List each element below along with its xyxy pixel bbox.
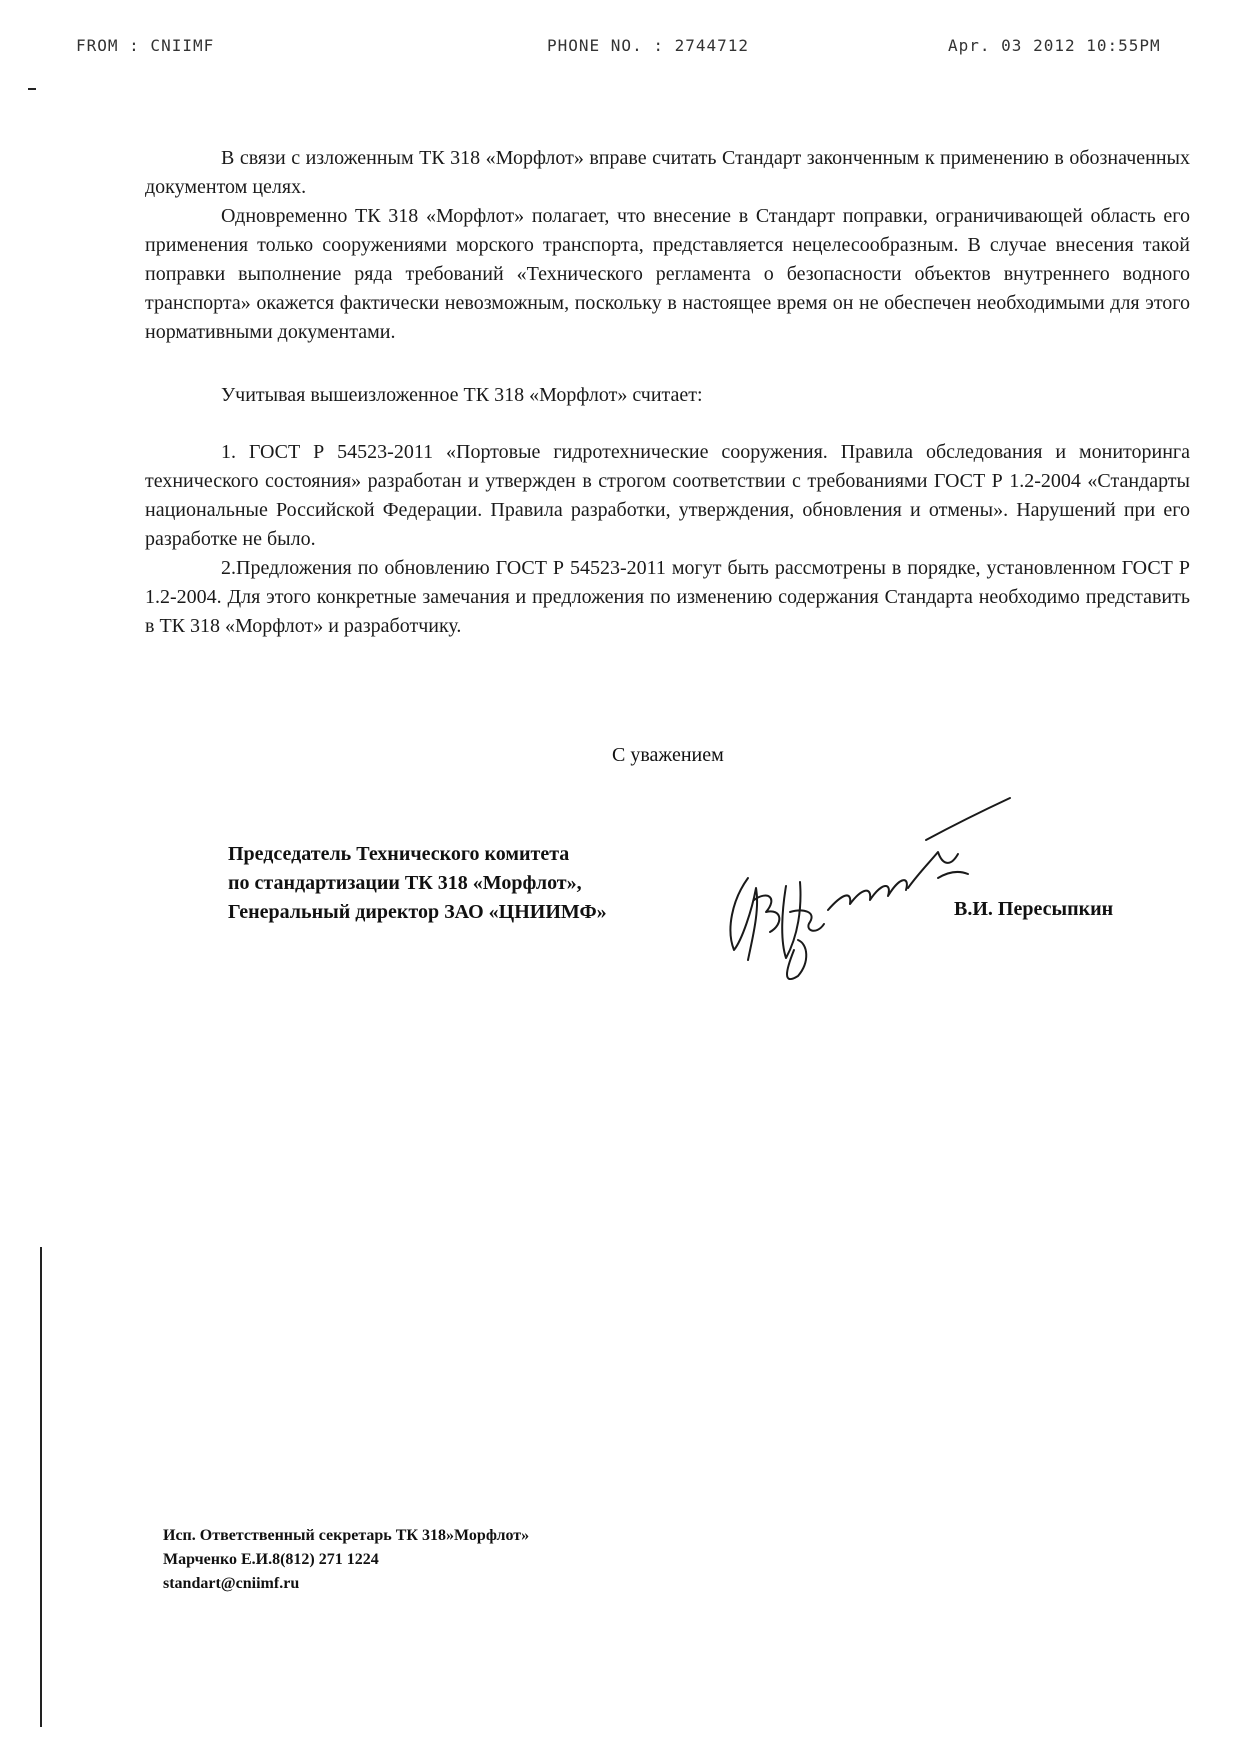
paragraph-amendment: Одновременно ТК 318 «Морфлот» полагает, что внесение в Стандарт поправки, ограничивающей область его применения только сооружениями морского транспорта, представляется нецелесообразным. В случае внесения такой поправки выполнение ряда требований «Технического регламента о безопасности объектов внутреннего водного транспорта» окажется фактически невозможным, поскольку в настоящее время он не обеспечен необходимыми для этого нормативными документами. bbox=[145, 205, 1190, 343]
paragraph-point-1: 1. ГОСТ Р 54523-2011 «Портовые гидротехнические сооружения. Правила обследования и мониторинга технического состояния» разработан и утвержден в строгом соответствии с требованиями ГОСТ Р 1.2-2004 «Стандарты национальные Российской Федерации. Правила разработки, утверждения, обновления и отмены». Нарушений при его разработке не было. bbox=[145, 441, 1190, 550]
handwritten-signature bbox=[712, 790, 1012, 990]
scan-artifact-dash bbox=[28, 88, 36, 90]
letter-body bbox=[145, 144, 1190, 641]
scan-artifact-margin-line bbox=[40, 1247, 42, 1727]
fax-date: Apr. 03 2012 10:55PM bbox=[948, 36, 1161, 55]
executor-block bbox=[163, 1524, 529, 1596]
paragraph-conclusion: В связи с изложенным ТК 318 «Морфлот» вправе считать Стандарт законченным к применению в обозначенных документом целях. bbox=[145, 147, 1190, 198]
paragraph-point-2: 2.Предложения по обновлению ГОСТ Р 54523-2011 могут быть рассмотрены в порядке, установленном ГОСТ Р 1.2-2004. Для этого конкретные замечания и предложения по изменению содержания Стандарта необходимо представить в ТК 318 «Морфлот» и разработчику. bbox=[145, 557, 1190, 637]
executor-role: Исп. Ответственный секретарь ТК 318»Морфлот» bbox=[163, 1527, 530, 1544]
fax-header bbox=[0, 36, 1235, 60]
executor-email: standart@cniimf.ru bbox=[163, 1575, 300, 1592]
executor-contact: Марченко Е.И.8(812) 271 1224 bbox=[163, 1551, 379, 1568]
fax-sender: FROM : CNIIMF bbox=[76, 36, 215, 55]
closing-salutation: С уважением bbox=[612, 744, 724, 766]
signer-name: В.И. Пересыпкин bbox=[954, 898, 1114, 920]
signer-title-line-3: Генеральный директор ЗАО «ЦНИИМФ» bbox=[228, 901, 607, 923]
signer-title bbox=[228, 840, 607, 927]
signer-title-line-1: Председатель Технического комитета bbox=[228, 843, 570, 865]
fax-phone-number: PHONE NO. : 2744712 bbox=[547, 36, 750, 55]
paragraph-considering: Учитывая вышеизложенное ТК 318 «Морфлот» считает: bbox=[221, 384, 703, 406]
signer-title-line-2: по стандартизации ТК 318 «Морфлот», bbox=[228, 872, 582, 894]
